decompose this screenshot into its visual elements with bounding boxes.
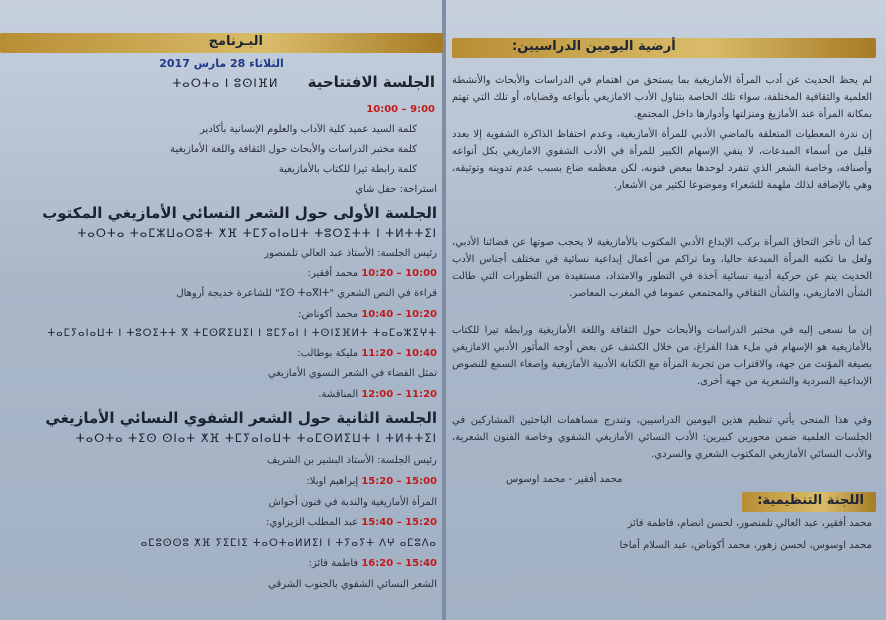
talk-topic: المرأة الأمازيغية والندبة في فنون أحواش	[268, 497, 437, 508]
talk-time: 10:40 – 11:20	[361, 348, 437, 359]
session1-chair: رئيس الجلسة: الأستاذ عبد العالي تلمنصور	[264, 248, 437, 259]
session1-discussion	[0, 389, 437, 400]
discussion-label: المناقشة.	[318, 389, 359, 400]
background-paragraph: وفي هذا المنحى يأتي تنظيم هذين اليومين الدراسيين، وتندرج مساهمات الباحثين المشاركين في الجلسات العلمية ضمن محورين كبيرين: الأدب النسائي الأمازيغي الشفوي وخاصة الفنون الشعرية، والأدب النسائي الأمازيغي المكتوب الشعري والسردي.	[452, 415, 872, 460]
discussion-time: 11:20 – 12:00	[361, 389, 437, 400]
program-header-bar	[0, 33, 443, 53]
talk-speaker: مليكة بوطالب:	[297, 348, 359, 359]
opening-title-row	[0, 73, 443, 91]
background-paragraph: إن ندرة المعطيات المتعلقة بالماضي الأدبي للمرأة الأمازيغية، وعدم احتفاظ الذاكرة الشفوية إلا بعدد قليل من أسماء المبدعات، لا ينفي الإسهام الكبير للمرأة في الأدب الشفوي الامازيغي بكل أنواعه وأصنافه، وخاصة الشعر الذي تنفرد لوحدها ببعض فنونه، لكن معظمه ضاع بسبب عدم تدوينه وتوثيقه، وهي بالإضافة لذلك ملهمة للشعراء وموضوعا لكثير من الأشعار.	[452, 129, 872, 191]
session1-talk	[0, 348, 437, 359]
committee-header-bar	[742, 492, 876, 512]
talk-topic: قراءة في النص الشعري "ⵉⵙ ⵜⴰⴳⵏⵜ" للشاعرة خديجة أروهال	[176, 288, 437, 299]
session2-talk	[0, 476, 437, 487]
opening-item: كلمة مختبر الدراسات والأبحاث حول الثقافة واللغة الأمازيغية	[170, 144, 417, 155]
program-date: الثلاثاء 28 مارس 2017	[159, 57, 284, 70]
session2-chair: رئيس الجلسة: الأستاذ البشير بن الشريف	[267, 455, 437, 466]
opening-title: الجلسة الافتتاحية	[307, 73, 435, 91]
session2-tifinagh: ⵜⴰⵔⵜⴰ ⵜⵉⵙ ⵙⵏⴰⵜ ⵅⴼ ⵜⵎⵢⴰⵏⴰⵡⵜ ⵜⴰⵎⵙⵍⵉⵡⵜ ⵏ ⵜⵍⵜⵜⵉⵏ	[75, 431, 437, 445]
background-paragraph: إن ما نسعى إليه في مختبر الدراسات والأبحاث حول الثقافة واللغة الأمازيغية ورابطة تيرا للكتاب بالأمازيغية هو الإسهام في ملء هذا الفراغ، من خلال الكشف عن بعض أوجه المأثور الأدبي الامازيغي بصيغة المؤنث من جهة، والاقتراب من تجربة المرأة مع الكتابة الأدبية الأمازيغية وإصغاء السمع للنصوص الإبداعية السردية والشعرية من جهة أخرى.	[452, 325, 872, 387]
talk-speaker: عبد المطلب الزيزاوي:	[266, 517, 359, 528]
talk-time: 10:00 – 10:20	[361, 268, 437, 279]
talk-topic: الشعر النسائي الشفوي بالجنوب الشرقي	[268, 579, 437, 590]
background-paragraph: لم يحظ الحديث عن أدب المرأة الأمازيغية بما يستحق من اهتمام في الدراسات والأبحاث والأنشطة العلمية والثقافية المختلفة، سواء تلك الخاصة بتناول الأدب الامازيغي بأنواعه وقضاياه، أو تلك التي تهتم بمكانة المرأة عند الأمازيغ ومنزلتها وأدوارها داخل المجتمع.	[452, 75, 872, 120]
committee-header: اللجنة التنظيمية:	[757, 493, 864, 508]
talk-speaker: محمد أفقير:	[307, 268, 359, 279]
talk-speaker: إبراهيم اوبلا:	[306, 476, 359, 487]
background-header: أرضية اليومين الدراسيين:	[512, 39, 676, 54]
opening-time: 9:00 – 10:00	[366, 104, 435, 115]
session1-talk	[0, 268, 437, 279]
talk-time: 15:00 – 15:20	[361, 476, 437, 487]
program-header: البـرنامج	[208, 34, 263, 49]
opening-break: استراحة: حفل شاي	[355, 184, 437, 195]
talk-speaker: محمد أكوناض:	[298, 309, 359, 320]
session2-talk	[0, 517, 437, 528]
session1-tifinagh: ⵜⴰⵔⵜⴰ ⵜⴰⵎⵣⵡⴰⵔⵓⵜ ⵅⴼ ⵜⵎⵢⴰⵏⴰⵡⵜ ⵜⵓⵔⵉⵜⵜ ⵏ ⵜⵍⵜⵜⵉⵏ	[77, 226, 437, 240]
session2-talk	[0, 558, 437, 569]
background-page	[446, 0, 886, 620]
opening-item: كلمة السيد عميد كلية الآداب والعلوم الإنسانية بأكادير	[199, 124, 417, 135]
talk-time: 15:40 – 16:20	[361, 558, 437, 569]
talk-topic: تمثل الفضاء في الشعر النسوي الأمازيغي	[268, 368, 437, 379]
session1-talk	[0, 309, 437, 320]
talk-time: 15:20 – 15:40	[361, 517, 437, 528]
opening-tifinagh: ⵜⴰⵔⵜⴰ ⵏ ⵓⵙⵏⴼⵍ	[172, 76, 279, 90]
session2-title: الجلسة الثانية حول الشعر الشفوي النسائي الأمازيغي	[45, 409, 437, 427]
background-header-bar	[452, 38, 876, 58]
committee-line: محمد أفقير، عبد العالي تلمنصور، لحسن انضام، فاطمة فائز	[627, 518, 872, 529]
background-signature: محمد أفقير - محمد اوسوس	[506, 474, 623, 485]
talk-topic: ⴰⵎⵓⵙⵙⵓ ⵅⴼ ⵢⵉⵎⵏⵉ ⵜⴰⵔⵜⴰⵍⵍⵉⵏ ⵏ ⵜⵢⴰⵢⵜ ⴷⵖ ⴰⵎⵓⴷⴰ	[140, 538, 437, 549]
opening-item: كلمة رابطة تيرا للكتاب بالأمازيغية	[278, 164, 417, 175]
talk-topic: ⵜⴰⵎⵢⴰⵏⴰⵡⵜ ⵏ ⵜⵓⵔⵉⵜⵜ ⴳ ⵜⵎⵙⴽⵉⵡⵉⵏ ⵏ ⵓⵎⵢⴰⵏ ⵏ ⵜⵙⵏⵉⴼⵍⵜ ⵜⴰⵎⴰⵣⵉⵖⵜ	[47, 328, 437, 339]
talk-speaker: فاطمة فائز:	[308, 558, 359, 569]
committee-line: محمد اوسوس، لحسن زهور، محمد أكوناض، عبد السلام أماخا	[619, 540, 872, 551]
session1-title: الجلسة الأولى حول الشعر النسائي الأمازيغي المكتوب	[42, 204, 437, 222]
background-paragraph: كما أن تأخر التحاق المرأة بركب الإبداع الأدبي المكتوب بالأمازيغية لا يحجب صوتها عن فضائنا الأدبي، ولعل ما تكتبه المرأة المبدعة حاليا، وما تراكم من أعمال إبداعية نسائية في مختلف أجناس الأدب الحديث ينم عن حركية أدبية نسائية آخذة في التطور والامتداد، مستفيدة من التطورات التي طالت الشأن الامازيغي، والشأن الثقافي والمجتمعي عموما في المغرب المعاصر.	[452, 237, 872, 299]
talk-time: 10:20 – 10:40	[361, 309, 437, 320]
